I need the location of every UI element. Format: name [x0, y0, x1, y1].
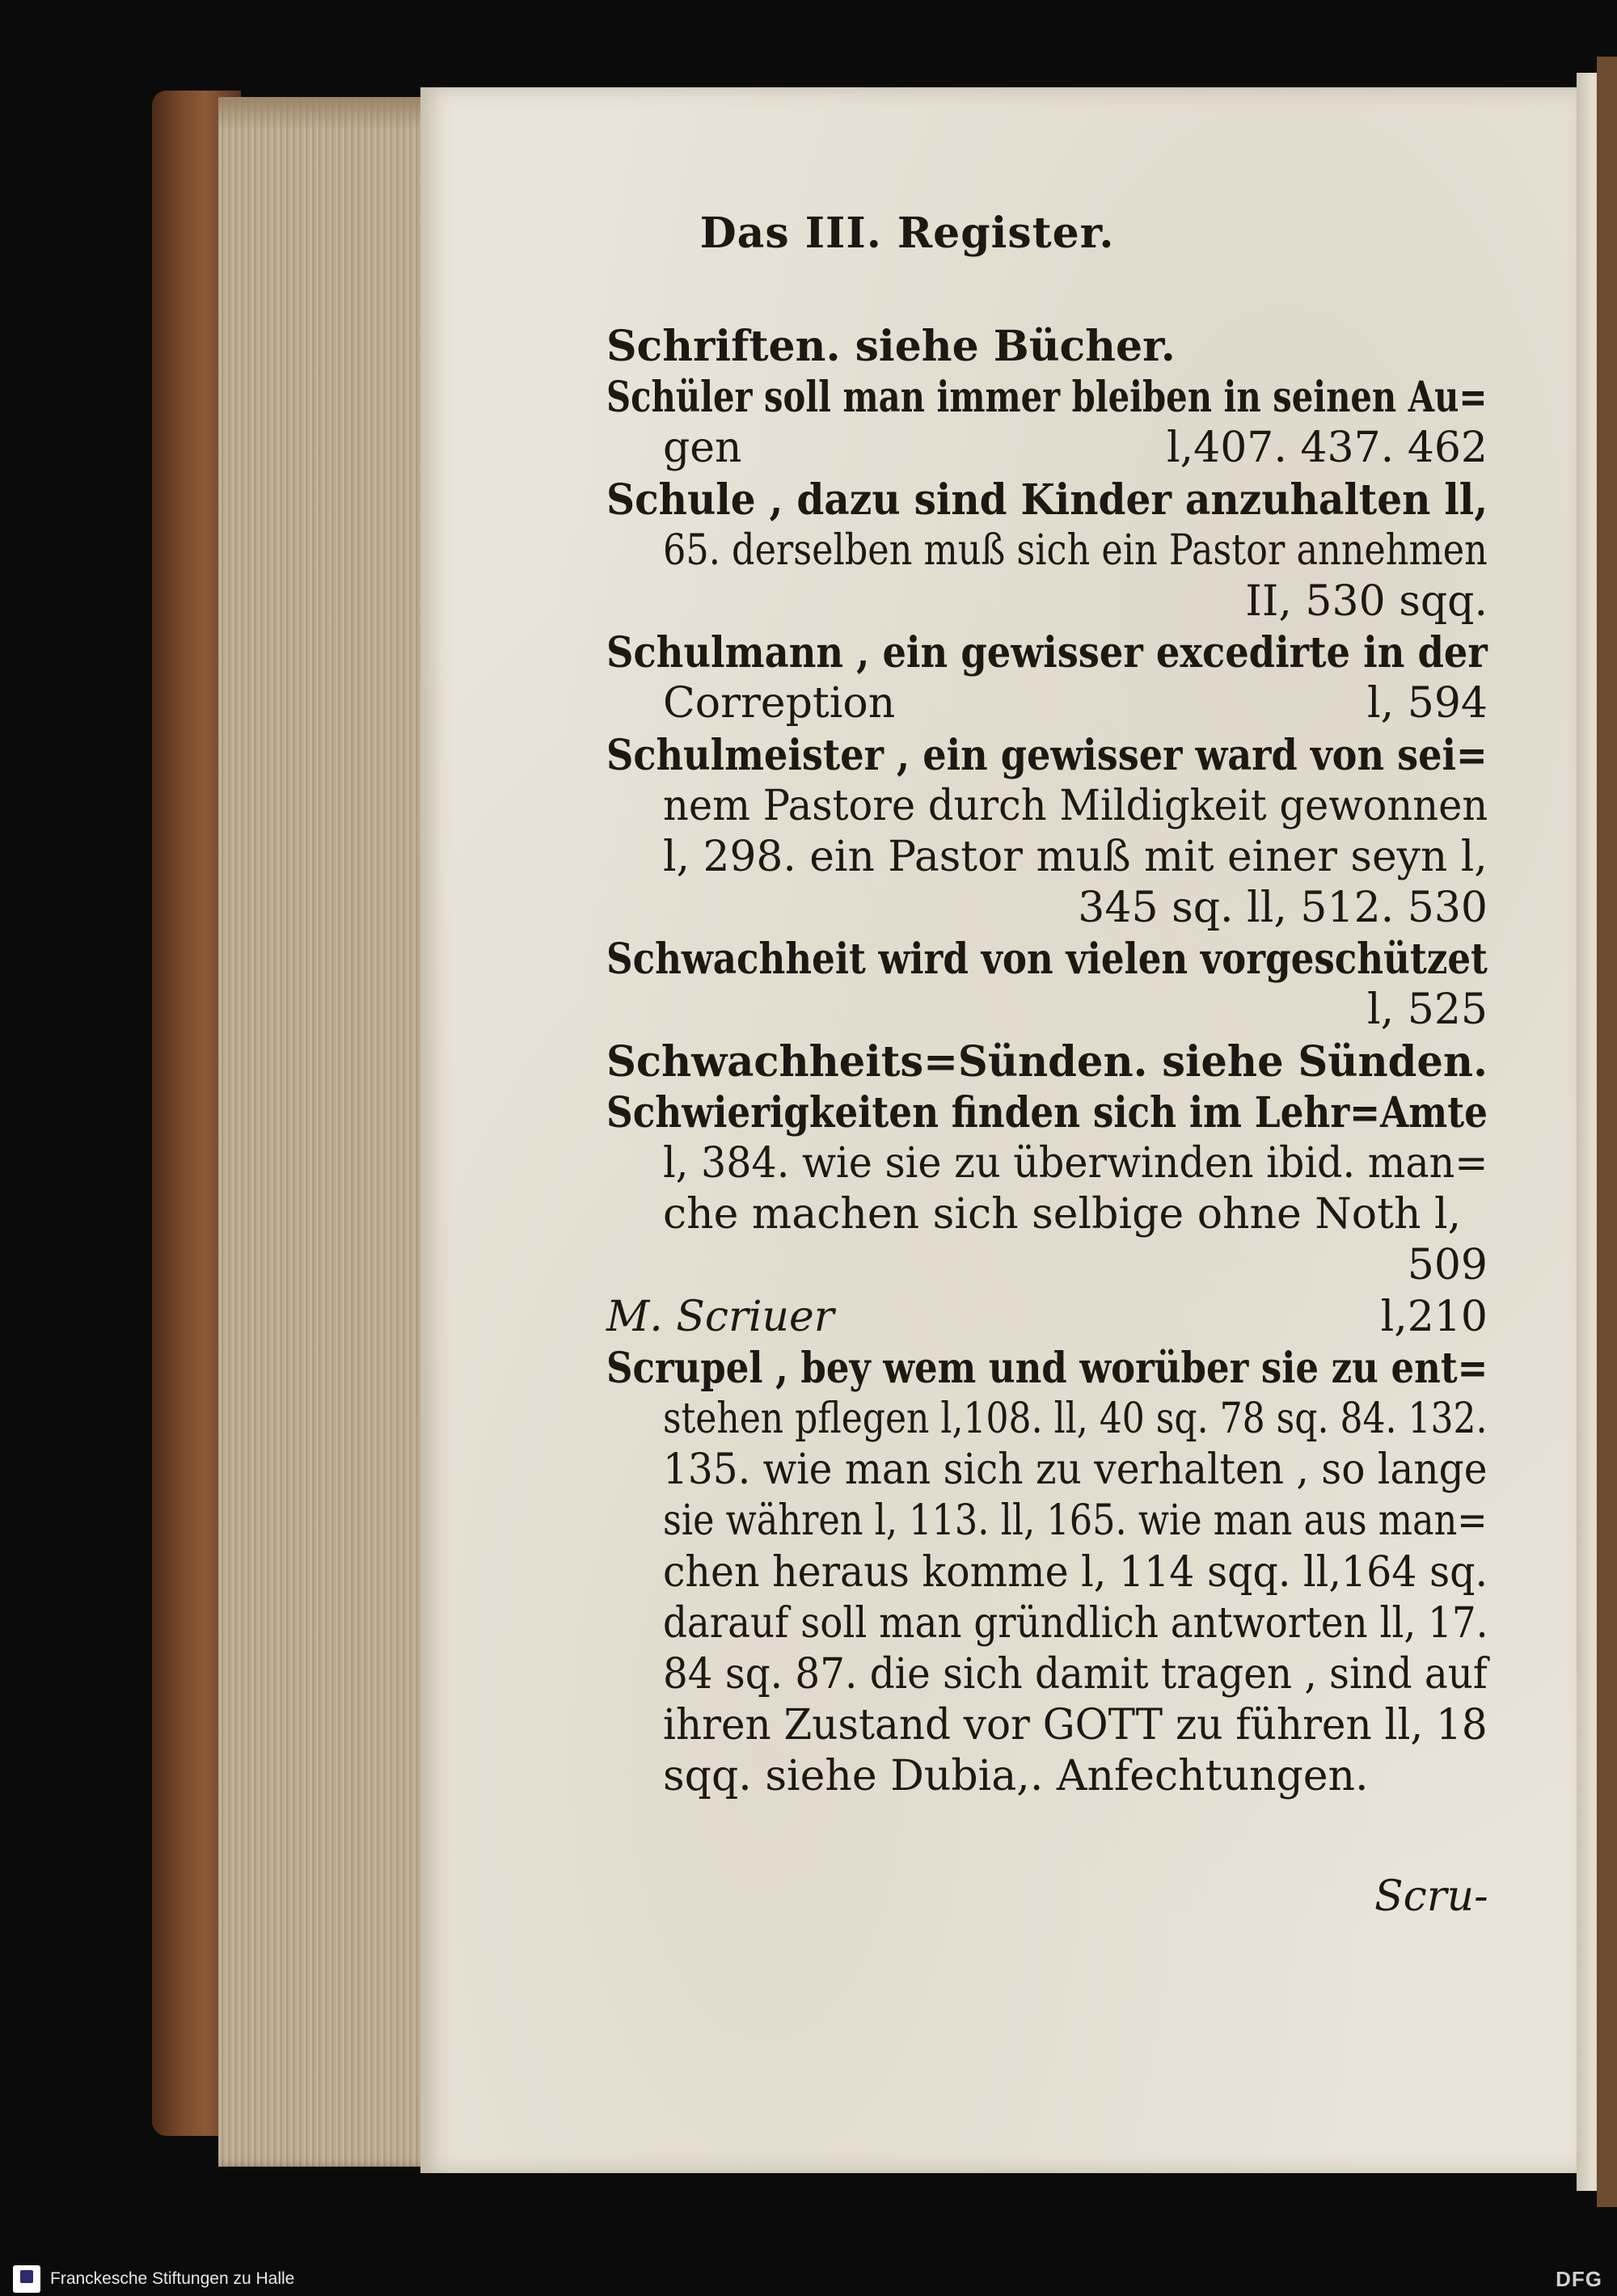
page-reference: l,210 — [1380, 1292, 1488, 1341]
text-line — [606, 576, 1488, 627]
text-line — [606, 627, 1488, 678]
text-line — [606, 423, 1488, 474]
entry-heading-line: Schulmann , ein gewisser excedirte in der — [606, 628, 1488, 678]
page-edges — [218, 97, 437, 2167]
text-line — [606, 1598, 1488, 1649]
text-line — [606, 883, 1488, 934]
text-line — [606, 475, 1488, 525]
entry-heading-line: Schulmeister , ein gewisser ward von sei= — [606, 730, 1488, 780]
page-reference: l,407. 437. 462 — [1166, 424, 1488, 473]
register-text — [606, 321, 1488, 1802]
text-line — [606, 1343, 1488, 1394]
text-line — [606, 1649, 1488, 1700]
text-line — [606, 1292, 1488, 1343]
text-line — [606, 730, 1488, 781]
entry-heading-line: Schwachheit wird von vielen vorgeschützet — [606, 935, 1488, 985]
entry-continuation-line: ihren Zustand vor GOTT zu führen ll, 18 — [663, 1701, 1488, 1750]
entry-continuation-line: sie währen l, 113. ll, 165. wie man aus man= — [663, 1496, 1488, 1546]
text-line — [606, 1547, 1488, 1598]
institution-name: Franckesche Stiftungen zu Halle — [50, 2269, 295, 2288]
page-reference: 509 — [1407, 1241, 1488, 1290]
entry-continuation-line: 65. derselben muß sich ein Pastor annehmen — [663, 525, 1488, 575]
entry-continuation-line: chen heraus komme l, 114 sqq. ll,164 sq. — [663, 1547, 1488, 1597]
entry-heading-line: Schwachheits=Sünden. siehe Sünden. — [606, 1036, 1488, 1087]
text-line — [606, 1496, 1488, 1547]
entry-heading-line: Schüler soll man immer bleiben in seinen Au= — [606, 373, 1488, 423]
entry-continuation-line: che machen sich selbige ohne Noth l, — [663, 1190, 1462, 1239]
text-line — [606, 1394, 1488, 1445]
entry-heading-line: Schwierigkeiten finden sich im Lehr=Amte — [606, 1087, 1488, 1137]
text-line — [606, 781, 1488, 832]
entry-continuation-line: darauf soll man gründlich antworten ll, 17. — [663, 1598, 1488, 1648]
page-reference: II, 530 sqq. — [1245, 576, 1488, 626]
entry-continuation-line: gen — [663, 424, 742, 473]
text-line — [606, 1445, 1488, 1496]
footer-bar — [0, 2262, 1617, 2296]
page-reference: 345 sq. ll, 512. 530 — [1078, 884, 1488, 933]
text-line — [606, 1087, 1488, 1138]
entry-continuation-line: l, 384. wie sie zu überwinden ibid. man= — [663, 1139, 1488, 1188]
facing-cover-edge — [1597, 57, 1617, 2207]
entry-continuation-line: l, 298. ein Pastor muß mit einer seyn l, — [663, 832, 1488, 881]
text-line — [606, 1036, 1488, 1087]
entry-continuation-line: Correption — [663, 679, 896, 728]
text-line — [606, 934, 1488, 985]
text-line — [606, 1138, 1488, 1189]
text-line — [606, 372, 1488, 423]
text-line — [606, 1240, 1488, 1291]
text-line — [606, 832, 1488, 883]
institution-logo-icon — [13, 2265, 40, 2293]
catchword: Scru- — [1374, 1872, 1488, 1921]
entry-heading-italic: M. Scriuer — [606, 1292, 834, 1341]
text-line — [606, 1700, 1488, 1751]
text-line — [606, 1751, 1488, 1802]
text-line — [606, 525, 1488, 576]
entry-continuation-line: nem Pastore durch Mildigkeit gewonnen — [663, 781, 1488, 830]
entry-continuation-line: sqq. siehe Dubia,. Anfechtungen. — [663, 1752, 1369, 1801]
page-title: Das III. Register. — [699, 209, 1115, 258]
page-reference: l, 594 — [1367, 679, 1488, 728]
text-line — [606, 985, 1488, 1036]
text-line — [606, 321, 1488, 372]
entry-continuation-line: stehen pflegen l,108. ll, 40 sq. 78 sq. 84. 132. — [663, 1394, 1488, 1443]
dfg-badge: DFG — [1556, 2267, 1602, 2291]
entry-continuation-line: 135. wie man sich zu verhalten , so lange — [663, 1446, 1488, 1495]
entry-heading-line: Schule , dazu sind Kinder anzuhalten ll, — [606, 475, 1488, 525]
entry-heading-line: Schriften. siehe Bücher. — [606, 322, 1176, 371]
page-reference: l, 525 — [1367, 986, 1488, 1035]
entry-heading-line: Scrupel , bey wem und worüber sie zu ent= — [606, 1343, 1488, 1393]
page-header — [0, 209, 1617, 258]
text-line — [606, 1189, 1488, 1240]
entry-continuation-line: 84 sq. 87. die sich damit tragen , sind auf — [663, 1649, 1488, 1699]
text-line — [606, 678, 1488, 729]
